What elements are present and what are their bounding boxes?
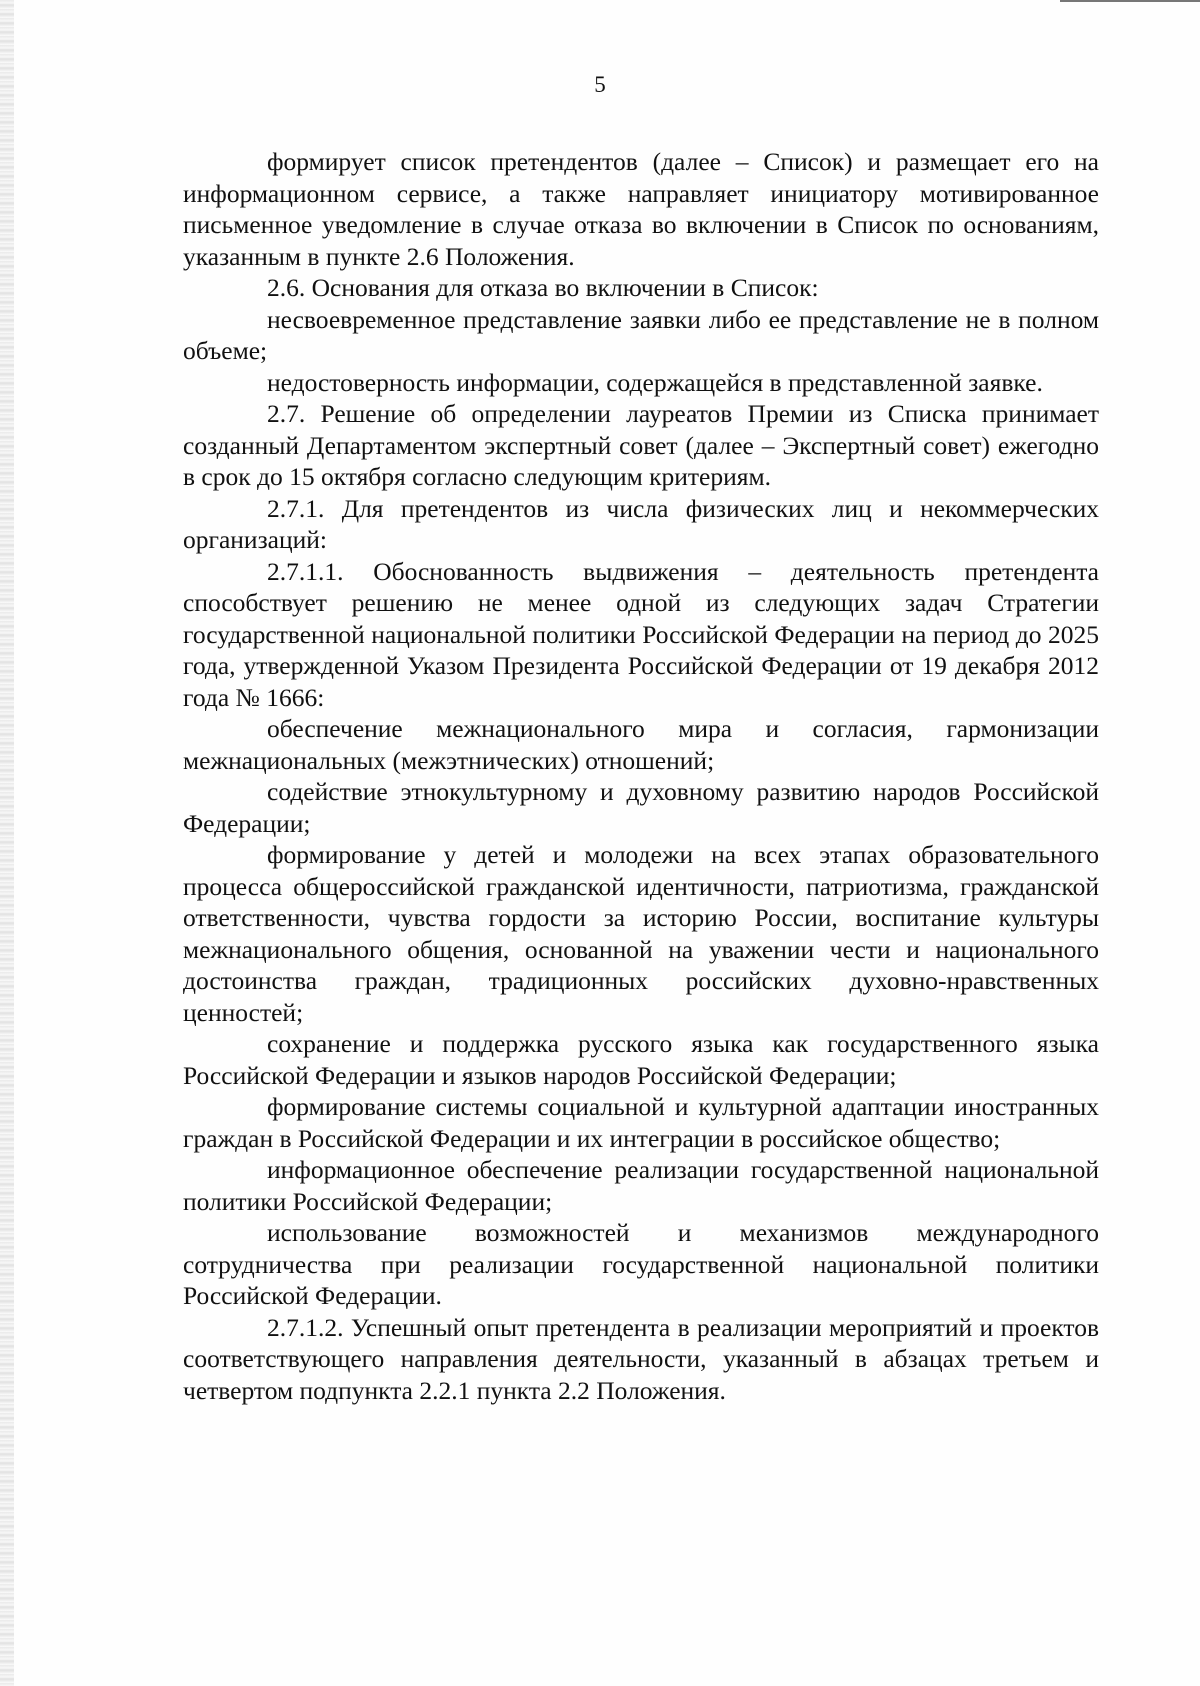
- paragraph: формирование системы социальной и культурной адаптации иностранных граждан в Российской Федерации и их интеграции в российское общество;: [183, 1092, 1099, 1153]
- paragraph: формирование у детей и молодежи на всех этапах образовательного процесса общероссийской гражданской идентичности, патриотизма, гражданской ответственности, чувства гордости за историю России, воспитание культуры межнационального общения, основанной на уважении чести и национального достоинства граждан, традиционных российских духовно-нравственных ценностей;: [183, 840, 1099, 1027]
- paragraph: 2.7. Решение об определении лауреатов Премии из Списка принимает созданный Департаментом экспертный совет (далее – Экспертный совет) ежегодно в срок до 15 октября согласно следующим критериям.: [183, 399, 1099, 491]
- paragraph: 2.7.1.1. Обоснованность выдвижения – деятельность претендента способствует решению не менее одной из следующих задач Стратегии государственной национальной политики Российской Федерации на период до 2025 года, утвержденной Указом Президента Российской Федерации от 19 декабря 2012 года № 1666:: [183, 556, 1099, 712]
- paragraph: 2.6. Основания для отказа во включении в Список:: [267, 273, 819, 302]
- scan-line: [1060, 0, 1200, 2]
- paragraph: несвоевременное представление заявки либо ее представление не в полном объеме;: [183, 304, 1099, 365]
- paragraph: использование возможностей и механизмов международного сотрудничества при реализации государственной национальной политики Российской Федерации.: [183, 1218, 1099, 1310]
- paragraph: 2.7.1. Для претендентов из числа физических лиц и некоммерческих организаций:: [183, 493, 1099, 554]
- paragraph: информационное обеспечение реализации государственной национальной политики Российской Федерации;: [183, 1155, 1099, 1216]
- paragraph: обеспечение межнационального мира и согласия, гармонизации межнациональных (межэтнических) отношений;: [183, 714, 1099, 775]
- document-body: [183, 146, 1099, 1406]
- paragraph: содействие этнокультурному и духовному развитию народов Российской Федерации;: [183, 777, 1099, 838]
- paragraph: формирует список претендентов (далее – Список) и размещает его на информационном сервисе, а также направляет инициатору мотивированное письменное уведомление в случае отказа во включении в Список по основаниям, указанным в пункте 2.6 Положения.: [183, 147, 1099, 271]
- paragraph: недостоверность информации, содержащейся в представленной заявке.: [267, 367, 1043, 397]
- page-number: 5: [594, 72, 606, 97]
- paragraph: 2.7.1.2. Успешный опыт претендента в реализации мероприятий и проектов соответствующего направления деятельности, указанный в абзацах третьем и четвертом подпункта 2.2.1 пункта 2.2 Положения.: [183, 1312, 1099, 1405]
- paragraph: сохранение и поддержка русского языка как государственного языка Российской Федерации и языков народов Российской Федерации;: [183, 1029, 1099, 1090]
- scan-edge: [0, 0, 14, 1686]
